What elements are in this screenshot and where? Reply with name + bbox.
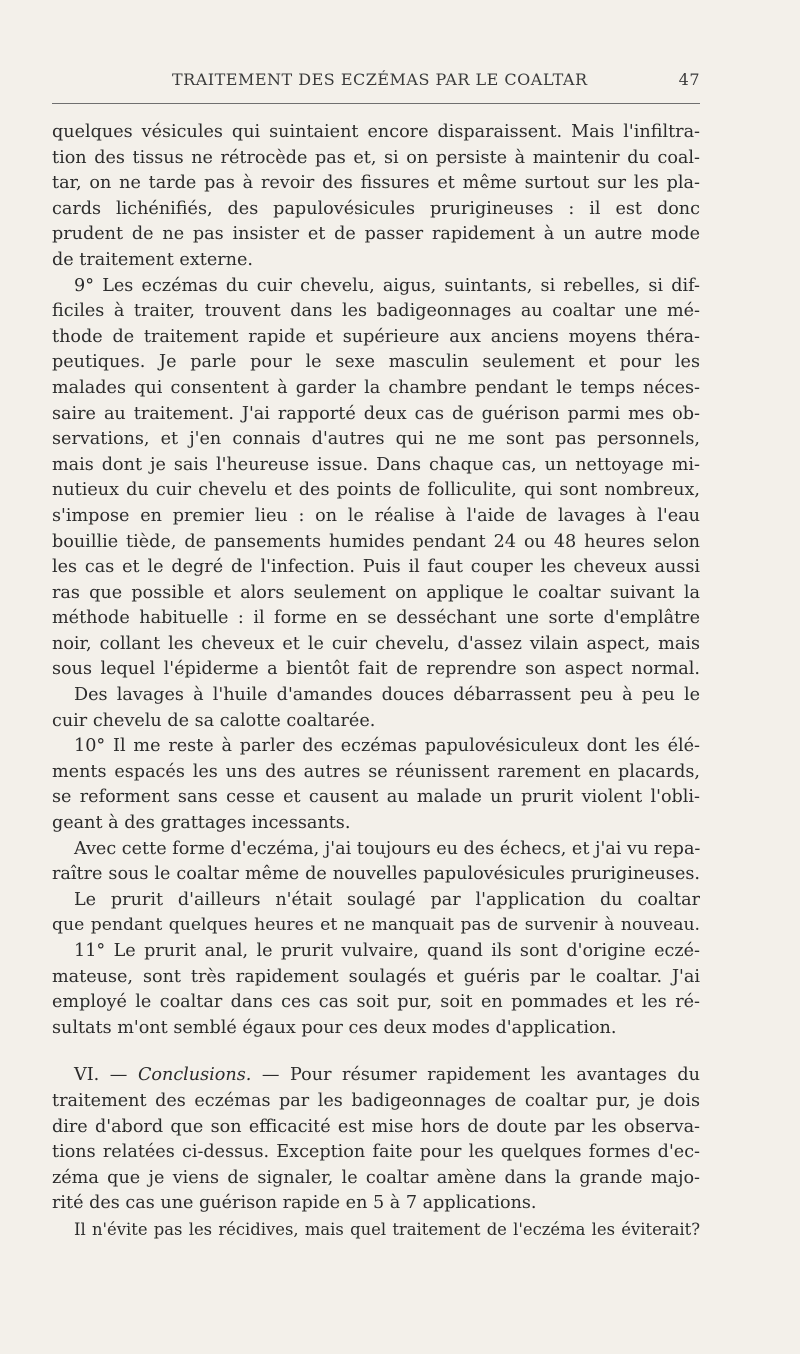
text-line: méthode habituelle : il forme en se desséchant une sorte d'emplâtre — [52, 608, 700, 629]
text-line: employé le coaltar dans ces cas soit pur, soit en pommades et les ré- — [52, 992, 700, 1013]
text-line: malades qui consentent à garder la chambre pendant le temps néces- — [52, 377, 700, 398]
text-line: ficiles à traiter, trouvent dans les badigeonnages au coaltar une mé- — [52, 301, 700, 322]
conclusion-heading-line — [52, 1063, 700, 1089]
text-line: tions relatées ci-dessus. Exception faite pour les quelques formes d'ec- — [52, 1142, 700, 1163]
text-line: bouillie tiède, de pansements humides pendant 24 ou 48 heures selon — [52, 531, 700, 552]
text-line: ments espacés les uns des autres se réunissent rarement en placards, — [52, 761, 700, 782]
text-line: dire d'abord que son efficacité est mise hors de doute par les observa- — [52, 1116, 700, 1137]
text-line: rité des cas une guérison rapide en 5 à 7 applications. — [52, 1193, 537, 1214]
text-line: 9° Les eczémas du cuir chevelu, aigus, suintants, si rebelles, si dif- — [74, 275, 700, 296]
section-gap — [52, 1041, 700, 1063]
text-line: tar, on ne tarde pas à revoir des fissures et même surtout sur les pla- — [52, 173, 700, 194]
text-line: sous lequel l'épiderme a bientôt fait de reprendre son aspect normal. — [52, 659, 700, 680]
text-line: 11° Le prurit anal, le prurit vulvaire, quand ils sont d'origine eczé- — [74, 941, 700, 961]
text-line: Le prurit d'ailleurs n'était soulagé par l'application du coaltar — [74, 889, 700, 910]
text-line: noir, collant les cheveux et le cuir chevelu, d'assez vilain aspect, mais — [52, 633, 700, 654]
heading-rest: Pour résumer rapidement les avantages du — [290, 1065, 700, 1086]
text-line: se reforment sans cesse et causent au malade un prurit violent l'obli- — [52, 787, 700, 808]
text-line: que pendant quelques heures et ne manquait pas de survenir à nouveau. — [52, 915, 700, 936]
text-line: peutiques. Je parle pour le sexe masculin seulement et pour les — [52, 352, 700, 373]
main-paragraphs — [52, 120, 700, 1041]
text-line: quelques vésicules qui suintaient encore disparaissent. Mais l'infiltra- — [52, 122, 700, 142]
text-line: mais dont je sais l'heureuse issue. Dans chaque cas, un nettoyage mi- — [52, 454, 700, 475]
text-line: prudent de ne pas insister et de passer rapidement à un autre mode — [52, 224, 700, 245]
text-line: thode de traitement rapide et supérieure aux anciens moyens théra- — [52, 326, 700, 347]
text-line: cuir chevelu de sa calotte coaltarée. — [52, 710, 376, 731]
text-line: geant à des grattages incessants. — [52, 813, 351, 834]
section-number: VI. — — [74, 1065, 128, 1086]
section-title: Conclusions. — [137, 1065, 252, 1086]
text-line: mateuse, sont très rapidement soulagés et guéris par le coaltar. J'ai — [52, 966, 700, 987]
text-line: servations, et j'en connais d'autres qui ne me sont pas personnels, — [52, 429, 700, 450]
text-line: s'impose en premier lieu : on le réalise à l'aide de lavages à l'eau — [52, 505, 700, 526]
text-line: raître sous le coaltar même de nouvelles papulovésicules prurigineuses. — [52, 864, 700, 885]
text-line: zéma que je viens de signaler, le coaltar amène dans la grande majo- — [52, 1167, 700, 1188]
book-page — [52, 70, 700, 1243]
running-header — [52, 70, 700, 104]
text-line: cards lichénifiés, des papulovésicules prurigineuses : il est donc — [52, 198, 700, 219]
heading-dash: — — [261, 1065, 280, 1086]
text-line: saire au traitement. J'ai rapporté deux cas de guérison parmi mes ob- — [52, 403, 700, 424]
running-title: TRAITEMENT DES ECZÉMAS PAR LE COALTAR — [172, 70, 588, 89]
text-line: Il n'évite pas les récidives, mais quel traitement de l'eczéma les éviterait? — [74, 1219, 700, 1239]
text-line: tion des tissus ne rétrocède pas et, si on persiste à maintenir du coal- — [52, 147, 700, 168]
text-line: de traitement externe. — [52, 249, 253, 270]
page-number: 47 — [678, 70, 700, 89]
text-line: nutieux du cuir chevelu et des points de folliculite, qui sont nombreux, — [52, 480, 700, 501]
body-text — [52, 120, 700, 1243]
conclusion-paragraph — [52, 1089, 700, 1243]
text-line: traitement des eczémas par les badigeonnages de coaltar pur, je dois — [52, 1090, 700, 1111]
text-line: Des lavages à l'huile d'amandes douces débarrassent peu à peu le — [74, 685, 700, 706]
text-line: les cas et le degré de l'infection. Puis il faut couper les cheveux aussi — [52, 557, 700, 578]
text-line: 10° Il me reste à parler des eczémas papulovésiculeux dont les élé- — [74, 736, 700, 757]
text-line: sultats m'ont semblé égaux pour ces deux modes d'application. — [52, 1017, 617, 1038]
text-line: ras que possible et alors seulement on applique le coaltar suivant la — [52, 582, 700, 603]
text-line: Avec cette forme d'eczéma, j'ai toujours eu des échecs, et j'ai vu repa- — [74, 838, 700, 859]
